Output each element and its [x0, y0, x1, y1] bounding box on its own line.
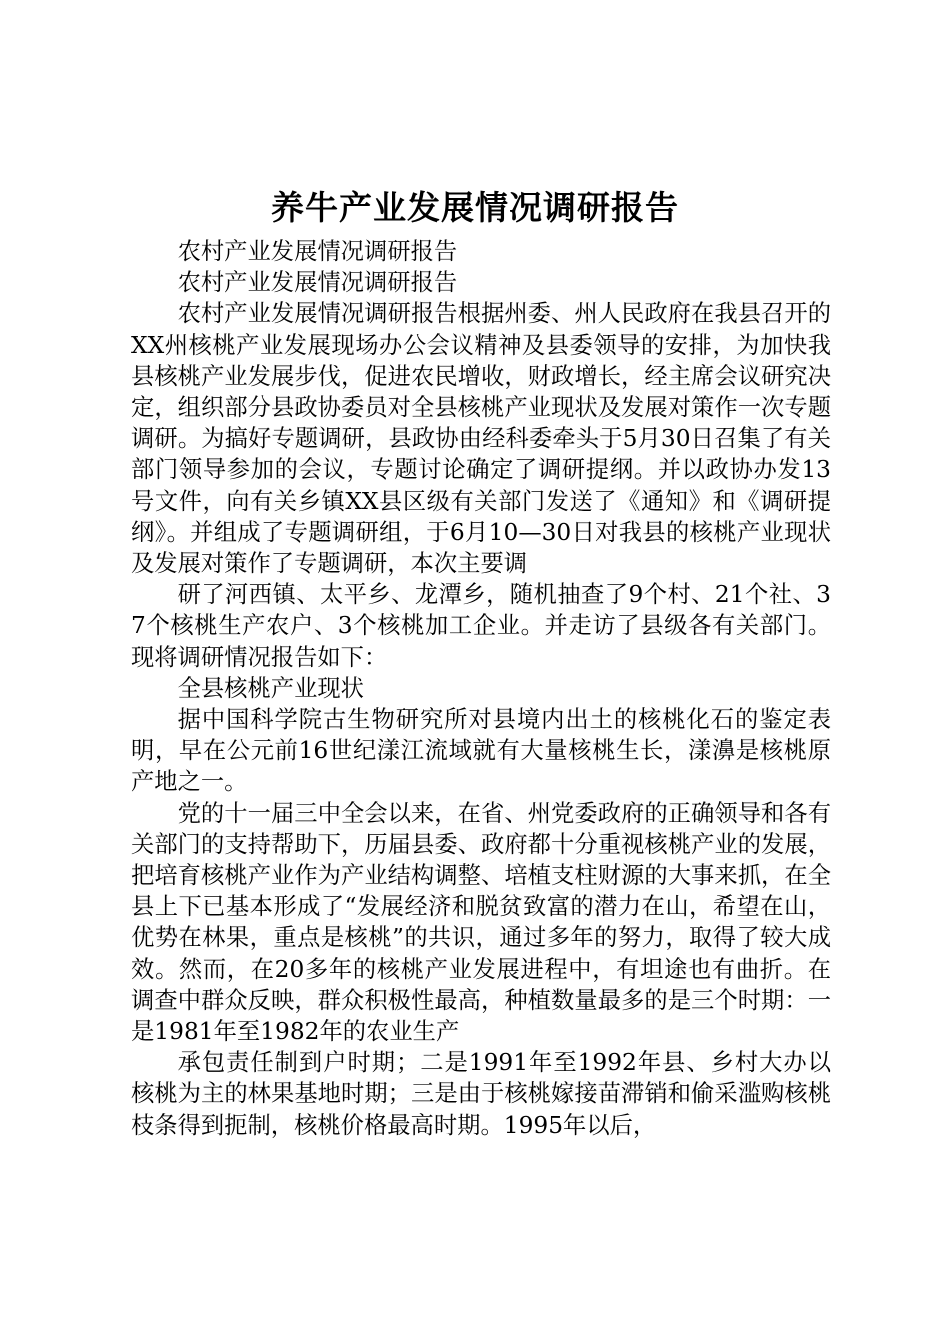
paragraph-subtitle-1: 农村产业发展情况调研报告 [177, 238, 458, 265]
section-heading-status: 全县核桃产业现状 [177, 674, 364, 702]
paragraph-survey-scope: 研了河西镇、太平乡、龙潭乡，随机抽查了9个村、21个社、37个核桃生产农户、3个核桃加工企业。并走访了县级各有关部门。现将调研情况报告如下： [131, 581, 831, 671]
paragraph-periods: 承包责任制到户时期；二是1991年至1992年县、乡村大办以核桃为主的林果基地时期；三是由于核桃嫁接苗滞销和偷采滥购核桃枝条得到扼制，核桃价格最高时期。1995年以后， [131, 1049, 831, 1139]
paragraph-development: 党的十一届三中全会以来，在省、州党委政府的正确领导和各有关部门的支持帮助下，历届县委、政府都十分重视核桃产业的发展，把培育核桃产业作为产业结构调整、培植支柱财源的大事来抓，在全县上下已基本形成了“发展经济和脱贫致富的潜力在山，希望在山，优势在林果，重点是核桃”的共识，通过多年的努力，取得了较大成效。然而，在20多年的核桃产业发展进程中，有坦途也有曲折。在调查中群众反映，群众积极性最高，种植数量最多的是三个时期：一是1981年至1982年的农业生产 [131, 799, 831, 1046]
paragraph-history: 据中国科学院古生物研究所对县境内出土的核桃化石的鉴定表明，早在公元前16世纪漾江流域就有大量核桃生长，漾濞是核桃原产地之一。 [131, 706, 831, 796]
document-title: 养牛产业发展情况调研报告 [271, 188, 679, 227]
paragraph-intro: 农村产业发展情况调研报告根据州委、州人民政府在我县召开的XX州核桃产业发展现场办公会议精神及县委领导的安排，为加快我县核桃产业发展步伐，促进农民增收，财政增长，经主席会议研究决定，组织部分县政协委员对全县核桃产业现状及发展对策作一次专题调研。为搞好专题调研，县政协由经科委牵头于5月30日召集了有关部门领导参加的会议，专题讨论确定了调研提纲。并以政协办发13号文件，向有关乡镇XX县区级有关部门发送了《通知》和《调研提纲》。并组成了专题调研组，于6月10—30日对我县的核桃产业现状及发展对策作了专题调研，本次主要调 [131, 300, 831, 578]
document-body [131, 236, 831, 1141]
paragraph-subtitle-2: 农村产业发展情况调研报告 [177, 269, 458, 297]
